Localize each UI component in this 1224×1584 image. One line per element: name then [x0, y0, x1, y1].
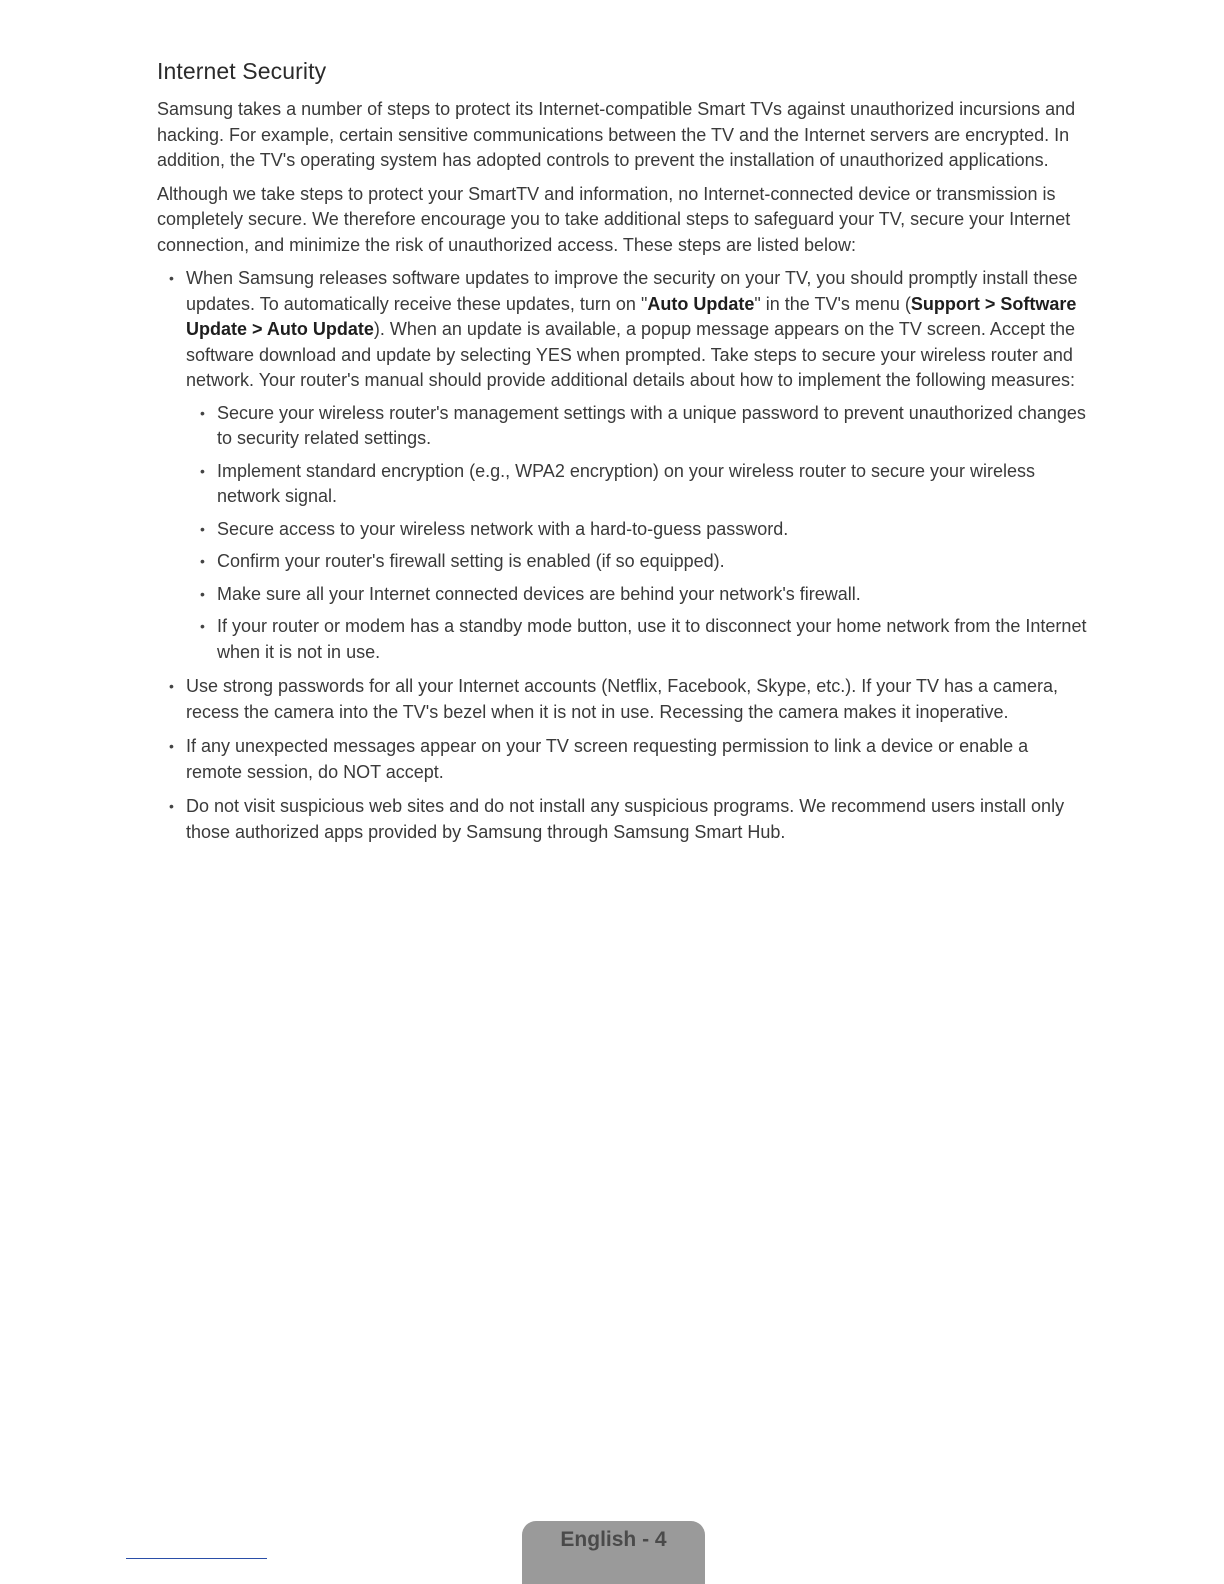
security-steps-list [157, 266, 1087, 845]
page-number-label: English - 4 [560, 1528, 667, 1551]
page-title: Internet Security [157, 58, 327, 84]
safeguard-paragraph: Although we take steps to protect your SmartTV and information, no Internet-connected device or transmission is completely secure. We therefore encourage you to take additional steps to safeguard your TV, secure your Internet connection, and minimize the risk of unauthorized access. These steps are listed below: [157, 183, 1071, 255]
auto-update-label: Auto Update [647, 293, 755, 314]
list-item-suspicious-sites: • Do not visit suspicious web sites and do not install any suspicious programs. We recommend users install only those authorized apps provided by Samsung through Samsung Smart Hub. [157, 794, 1087, 845]
list-item: • Make sure all your Internet connected devices are behind your network's firewall. [186, 582, 1087, 608]
menu-path-software-update: Software Update [186, 293, 1077, 339]
intro-paragraph: Samsung takes a number of steps to protect its Internet-compatible Smart TVs against unauthorized incursions and hacking. For example, certain sensitive communications between the TV and the Internet servers are encrypted. In addition, the TV's operating system has adopted controls to prevent the installation of unauthorized applications. [157, 99, 1076, 170]
list-item: • Confirm your router's firewall setting is enabled (if so equipped). [186, 549, 1087, 575]
list-item: • Secure your wireless router's management settings with a unique password to prevent unauthorized changes to security related settings. [186, 401, 1087, 452]
list-item-strong-passwords: • Use strong passwords for all your Internet accounts (Netflix, Facebook, Skype, etc.). If your TV has a camera, recess the camera into the TV's bezel when it is not in use. Recessing the camera makes it inoperative. [157, 674, 1087, 725]
router-measures-list [186, 401, 1087, 666]
list-item-unexpected-messages: • If any unexpected messages appear on your TV screen requesting permission to link a device or enable a remote session, do NOT accept. [157, 734, 1087, 785]
footer-divider [126, 1558, 267, 1559]
page-content [157, 58, 1087, 854]
page-number-badge [522, 1521, 705, 1584]
menu-path-auto-update: Auto Update [266, 319, 374, 339]
list-item-software-updates: • When Samsung releases software updates to improve the security on your TV, you should promptly install these updates. To automatically receive these updates, turn on "Auto Update" in the TV's menu (Support > Software Update > Auto Update). When an update is available, a popup message appears on the TV screen. Accept the software download and update by selecting YES when prompted. Take steps to secure your wireless router and network. Your router's manual should provide additional details about how to implement the following measures: • Secure your wireless router's management settings with a unique password to prevent unauthorized changes to security related settings. • Implement standard encryption (e.g., WPA2 encryption) on your wireless router to secure your wireless network signal. • Secure access to your wireless network with a hard-to-guess password. • Confirm your router's firewall setting is enabled (if so equipped). • Make sure all your Internet connected devices are behind your network's firewall. • If your router or modem has a standby mode button, use it to disconnect your home network from the Internet when it is not in use. [157, 266, 1087, 665]
list-item: • If your router or modem has a standby mode button, use it to disconnect your home network from the Internet when it is not in use. [186, 614, 1087, 665]
list-item: • Implement standard encryption (e.g., WPA2 encryption) on your wireless router to secure your wireless network signal. [186, 459, 1087, 510]
list-item: • Secure access to your wireless network with a hard-to-guess password. [186, 517, 1087, 543]
menu-path-support: Support [910, 293, 980, 314]
